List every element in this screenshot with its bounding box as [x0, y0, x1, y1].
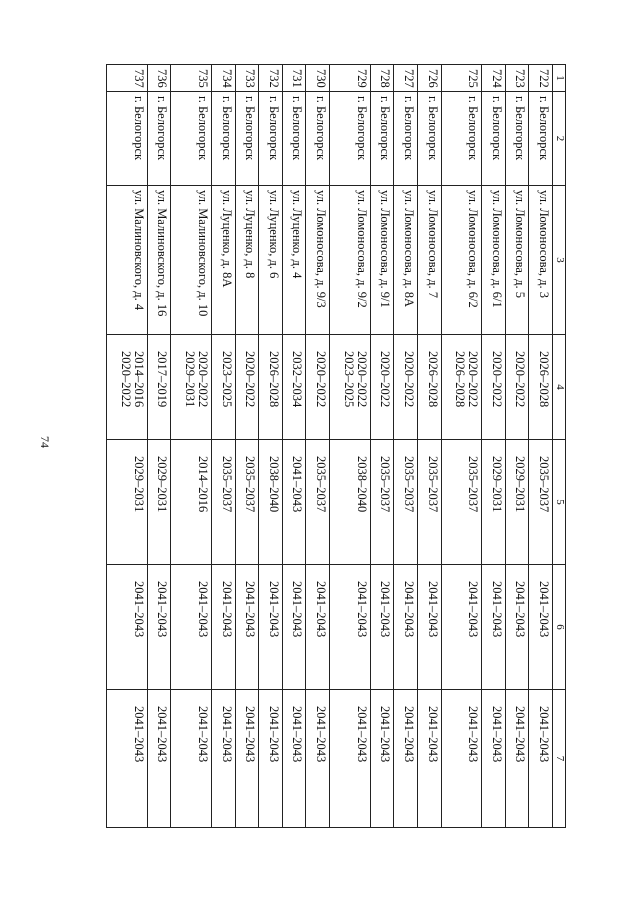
col5-cell: 2035–2037 [370, 440, 394, 565]
address-cell: ул. Ломоносова, д. 6/2 [441, 186, 482, 335]
address-cell: ул. Малиновского, д. 10 [171, 186, 212, 335]
col5-cell: 2029–2031 [482, 440, 506, 565]
city-cell: г. Белогорск [529, 92, 553, 186]
period-cell [441, 335, 482, 440]
col7-cell: 2041–2043 [529, 690, 553, 828]
col7-cell: 2041–2043 [147, 690, 171, 828]
col7-cell: 2041–2043 [282, 690, 306, 828]
col6-cell: 2041–2043 [107, 565, 148, 690]
address-cell: ул. Луценко, д. 8 [235, 186, 259, 335]
col-header-1: 1 [553, 65, 566, 92]
col5-cell: 2035–2037 [306, 440, 330, 565]
table-row [259, 65, 283, 828]
period-cell [529, 335, 553, 440]
period-line: 2020–2022 [118, 351, 133, 408]
col7-cell: 2041–2043 [259, 690, 283, 828]
period-line: 2020–2022 [354, 351, 369, 408]
address-cell: ул. Ломоносова, д. 7 [417, 186, 441, 335]
table-row [505, 65, 529, 828]
period-line: 2023–2025 [341, 351, 356, 408]
col5-cell: 2035–2037 [235, 440, 259, 565]
city-cell: г. Белогорск [441, 92, 482, 186]
col-header-7: 7 [553, 690, 566, 828]
header-row [553, 65, 566, 828]
col7-cell: 2041–2043 [171, 690, 212, 828]
col6-cell: 2041–2043 [330, 565, 371, 690]
row-number: 737 [107, 65, 148, 92]
city-cell: г. Белогорск [107, 92, 148, 186]
row-number: 732 [259, 65, 283, 92]
col6-cell: 2041–2043 [394, 565, 418, 690]
address-cell: ул. Ломоносова, д. 9/2 [330, 186, 371, 335]
address-cell: ул. Ломоносова, д. 9/3 [306, 186, 330, 335]
col6-cell: 2041–2043 [482, 565, 506, 690]
period-line: 2026–2028 [537, 351, 551, 408]
col5-cell: 2038–2040 [259, 440, 283, 565]
col7-cell: 2041–2043 [212, 690, 236, 828]
col5-cell: 2035–2037 [529, 440, 553, 565]
period-line: 2020–2022 [196, 351, 211, 408]
col5-cell: 2035–2037 [394, 440, 418, 565]
table-row [235, 65, 259, 828]
period-line: 2014–2016 [131, 351, 146, 408]
row-number: 727 [394, 65, 418, 92]
period-cell [417, 335, 441, 440]
period-cell [235, 335, 259, 440]
col6-cell: 2041–2043 [505, 565, 529, 690]
table-row [417, 65, 441, 828]
col-header-6: 6 [553, 565, 566, 690]
address-cell: ул. Ломоносова, д. 3 [529, 186, 553, 335]
address-cell: ул. Ломоносова, д. 6/1 [482, 186, 506, 335]
col7-cell: 2041–2043 [482, 690, 506, 828]
col7-cell: 2041–2043 [441, 690, 482, 828]
col7-cell: 2041–2043 [306, 690, 330, 828]
document-table-container [106, 64, 566, 820]
row-number: 731 [282, 65, 306, 92]
period-line: 2023–2025 [219, 351, 234, 408]
address-cell: ул. Ломоносова, д. 8А [394, 186, 418, 335]
period-cell [330, 335, 371, 440]
city-cell: г. Белогорск [212, 92, 236, 186]
table-row [482, 65, 506, 828]
row-number: 736 [147, 65, 171, 92]
city-cell: г. Белогорск [235, 92, 259, 186]
address-cell: ул. Ломоносова, д. 5 [505, 186, 529, 335]
col7-cell: 2041–2043 [107, 690, 148, 828]
table-row [306, 65, 330, 828]
col6-cell: 2041–2043 [235, 565, 259, 690]
address-cell: ул. Луценко, д. 6 [259, 186, 283, 335]
col6-cell: 2041–2043 [171, 565, 212, 690]
city-cell: г. Белогорск [417, 92, 441, 186]
table-row [370, 65, 394, 828]
col7-cell: 2041–2043 [235, 690, 259, 828]
city-cell: г. Белогорск [306, 92, 330, 186]
col-header-2: 2 [553, 92, 566, 186]
col5-cell: 2041–2043 [282, 440, 306, 565]
period-cell [394, 335, 418, 440]
col-header-3: 3 [553, 186, 566, 335]
col6-cell: 2041–2043 [259, 565, 283, 690]
col5-cell: 2029–2031 [505, 440, 529, 565]
period-cell [505, 335, 529, 440]
period-line: 2017–2019 [155, 351, 170, 408]
document-table [106, 64, 566, 828]
page-number: 74 [38, 436, 52, 448]
row-number: 725 [441, 65, 482, 92]
period-line: 2020–2022 [243, 351, 258, 408]
col5-cell: 2014–2016 [171, 440, 212, 565]
col5-cell: 2029–2031 [147, 440, 171, 565]
city-cell: г. Белогорск [259, 92, 283, 186]
row-number: 733 [235, 65, 259, 92]
period-line: 2020–2022 [513, 351, 528, 408]
city-cell: г. Белогорск [147, 92, 171, 186]
col7-cell: 2041–2043 [330, 690, 371, 828]
col6-cell: 2041–2043 [306, 565, 330, 690]
col-header-5: 5 [553, 440, 566, 565]
col5-cell: 2029–2031 [107, 440, 148, 565]
table-row [212, 65, 236, 828]
address-cell: ул. Малиновского, д. 16 [147, 186, 171, 335]
address-cell: ул. Малиновского, д. 4 [107, 186, 148, 335]
col-header-4: 4 [553, 335, 566, 440]
col7-cell: 2041–2043 [394, 690, 418, 828]
col6-cell: 2041–2043 [370, 565, 394, 690]
period-line: 2020–2022 [466, 351, 481, 408]
period-line: 2029–2031 [182, 351, 197, 408]
table-row [171, 65, 212, 828]
col6-cell: 2041–2043 [212, 565, 236, 690]
table-row [441, 65, 482, 828]
city-cell: г. Белогорск [370, 92, 394, 186]
period-line: 2020–2022 [378, 351, 393, 408]
table-row [107, 65, 148, 828]
table-body [107, 65, 553, 828]
city-cell: г. Белогорск [505, 92, 529, 186]
period-cell [147, 335, 171, 440]
period-cell [282, 335, 306, 440]
period-line: 2020–2022 [314, 351, 329, 408]
period-line: 2032–2034 [290, 351, 305, 408]
table-row [529, 65, 553, 828]
city-cell: г. Белогорск [171, 92, 212, 186]
table-row [147, 65, 171, 828]
period-cell [212, 335, 236, 440]
col6-cell: 2041–2043 [441, 565, 482, 690]
row-number: 735 [171, 65, 212, 92]
col5-cell: 2035–2037 [212, 440, 236, 565]
period-line: 2020–2022 [401, 351, 416, 408]
col7-cell: 2041–2043 [505, 690, 529, 828]
period-cell [482, 335, 506, 440]
col7-cell: 2041–2043 [417, 690, 441, 828]
period-cell [306, 335, 330, 440]
col6-cell: 2041–2043 [282, 565, 306, 690]
row-number: 729 [330, 65, 371, 92]
city-cell: г. Белогорск [394, 92, 418, 186]
table-row [282, 65, 306, 828]
col6-cell: 2041–2043 [417, 565, 441, 690]
row-number: 722 [529, 65, 553, 92]
col6-cell: 2041–2043 [529, 565, 553, 690]
city-cell: г. Белогорск [482, 92, 506, 186]
period-line: 2026–2028 [425, 351, 440, 408]
col7-cell: 2041–2043 [370, 690, 394, 828]
row-number: 730 [306, 65, 330, 92]
period-cell [259, 335, 283, 440]
row-number: 728 [370, 65, 394, 92]
row-number: 734 [212, 65, 236, 92]
col6-cell: 2041–2043 [147, 565, 171, 690]
table-row [394, 65, 418, 828]
row-number: 723 [505, 65, 529, 92]
table-row [330, 65, 371, 828]
col5-cell: 2035–2037 [417, 440, 441, 565]
address-cell: ул. Луценко, д. 4 [282, 186, 306, 335]
period-cell [107, 335, 148, 440]
address-cell: ул. Ломоносова, д. 9/1 [370, 186, 394, 335]
city-cell: г. Белогорск [282, 92, 306, 186]
row-number: 724 [482, 65, 506, 92]
row-number: 726 [417, 65, 441, 92]
col5-cell: 2038–2040 [330, 440, 371, 565]
city-cell: г. Белогорск [330, 92, 371, 186]
period-line: 2026–2028 [266, 351, 281, 408]
col5-cell: 2035–2037 [441, 440, 482, 565]
period-cell [370, 335, 394, 440]
period-line: 2026–2028 [453, 351, 468, 408]
period-cell [171, 335, 212, 440]
address-cell: ул. Луценко, д. 8А [212, 186, 236, 335]
period-line: 2020–2022 [489, 351, 504, 408]
